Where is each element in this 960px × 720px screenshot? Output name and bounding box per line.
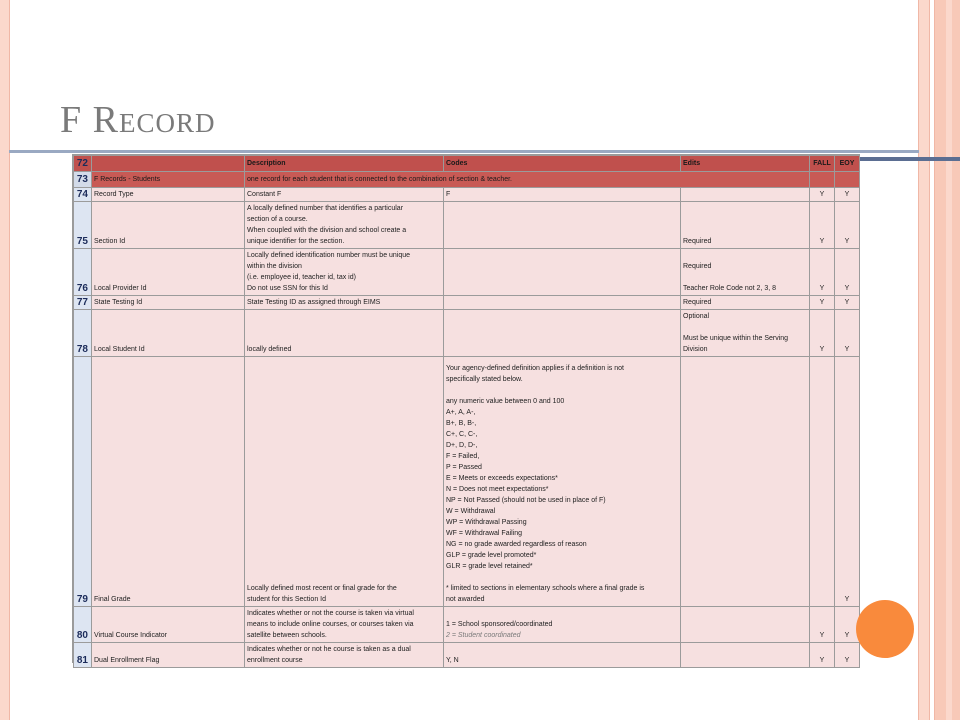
field-description: A locally defined number that identifies a particular section of a course. When coupled with the division and school create a unique identifier for the section. — [245, 202, 444, 249]
field-name: Virtual Course Indicator — [92, 607, 245, 643]
field-eoy: Y — [835, 607, 860, 643]
table-row-dual-enrollment-flag — [74, 643, 860, 668]
field-fall: Y — [810, 202, 835, 249]
field-codes — [444, 202, 681, 249]
field-codes: F — [444, 188, 681, 202]
table-row-final-grade — [74, 357, 860, 607]
table-row-local-provider-id — [74, 249, 860, 296]
field-codes — [444, 607, 681, 643]
title-underline-accent — [858, 157, 960, 161]
table-row-local-student-id — [74, 310, 860, 357]
field-fall: Y — [810, 188, 835, 202]
section-eoy — [835, 172, 860, 188]
slide-frame-left — [0, 0, 10, 720]
field-eoy: Y — [835, 357, 860, 607]
header-codes: Codes — [444, 156, 681, 172]
row-number: 72 — [74, 156, 92, 172]
decorative-circle — [856, 600, 914, 658]
table-row-virtual-course-indicator — [74, 607, 860, 643]
field-description: Indicates whether or not he course is taken as a dual enrollment course — [245, 643, 444, 668]
field-fall: Y — [810, 249, 835, 296]
code-school-sponsored: 1 = School sponsored/coordinated — [446, 621, 553, 628]
header-fall: FALL — [810, 156, 835, 172]
field-edits: Required — [681, 296, 810, 310]
slide-frame-right-inner — [918, 0, 930, 720]
field-codes: Your agency-defined definition applies if a definition is not specifically stated below. any numeric value between 0 and 100 A+, A, A-, B+, B, B-, C+, C, C-, D+, D, D-, F = Failed, P = Passed E = Meets or exceeds expectations* N = Does not meet expectations* NP = Not Passed (should not be used in place of F) W = Withdrawal WP = Withdrawal Passing WF = Withdrawal Failing NG = no grade awarded regardless of reason GLP = grade level promoted* GLR = grade level retained* * limited to sections in elementary schools where a final grade is not awarded — [444, 357, 681, 607]
row-number: 78 — [74, 310, 92, 357]
field-name: Final Grade — [92, 357, 245, 607]
field-eoy: Y — [835, 643, 860, 668]
field-name: State Testing Id — [92, 296, 245, 310]
field-edits: Optional Must be unique within the Serving Division — [681, 310, 810, 357]
slide-frame-right-stripe — [946, 0, 952, 720]
section-fall — [810, 172, 835, 188]
header-edits: Edits — [681, 156, 810, 172]
row-number: 76 — [74, 249, 92, 296]
field-edits — [681, 643, 810, 668]
spreadsheet-image — [72, 154, 860, 666]
field-codes — [444, 249, 681, 296]
field-fall: Y — [810, 310, 835, 357]
title-underline — [9, 150, 919, 153]
field-description: Locally defined identification number must be unique within the division (i.e. employee id, teacher id, tax id) Do not use SSN for this Id — [245, 249, 444, 296]
header-row — [74, 156, 860, 172]
field-name: Local Student Id — [92, 310, 245, 357]
field-eoy: Y — [835, 202, 860, 249]
field-eoy: Y — [835, 249, 860, 296]
field-description: Indicates whether or not the course is taken via virtual means to include online courses, or courses taken via satellite between schools. — [245, 607, 444, 643]
row-number: 73 — [74, 172, 92, 188]
row-number: 74 — [74, 188, 92, 202]
section-row — [74, 172, 860, 188]
row-number: 75 — [74, 202, 92, 249]
field-name: Local Provider Id — [92, 249, 245, 296]
field-description: Locally defined most recent or final grade for the student for this Section Id — [245, 357, 444, 607]
field-eoy: Y — [835, 296, 860, 310]
field-eoy: Y — [835, 188, 860, 202]
field-fall: Y — [810, 296, 835, 310]
slide-title: F Record — [60, 99, 216, 141]
field-eoy: Y — [835, 310, 860, 357]
field-edits — [681, 188, 810, 202]
field-name: Record Type — [92, 188, 245, 202]
field-fall: Y — [810, 643, 835, 668]
field-edits — [681, 357, 810, 607]
row-number: 77 — [74, 296, 92, 310]
header-field — [92, 156, 245, 172]
row-number: 81 — [74, 643, 92, 668]
field-edits: Required — [681, 202, 810, 249]
code-student-coordinated: 2 = Student coordinated — [446, 632, 521, 639]
field-codes — [444, 296, 681, 310]
table-row-section-id — [74, 202, 860, 249]
field-description: locally defined — [245, 310, 444, 357]
section-field: F Records - Students — [92, 172, 245, 188]
table-row-state-testing-id — [74, 296, 860, 310]
field-codes: Y, N — [444, 643, 681, 668]
section-description: one record for each student that is connected to the combination of section & teacher. — [245, 172, 810, 188]
row-number: 79 — [74, 357, 92, 607]
field-edits — [681, 607, 810, 643]
field-name: Section Id — [92, 202, 245, 249]
field-edits: Required Teacher Role Code not 2, 3, 8 — [681, 249, 810, 296]
row-number: 80 — [74, 607, 92, 643]
field-fall — [810, 357, 835, 607]
field-fall: Y — [810, 607, 835, 643]
header-eoy: EOY — [835, 156, 860, 172]
field-description: State Testing ID as assigned through EIMS — [245, 296, 444, 310]
field-description: Constant F — [245, 188, 444, 202]
spreadsheet-table — [73, 155, 860, 668]
field-codes — [444, 310, 681, 357]
table-row-record-type — [74, 188, 860, 202]
field-name: Dual Enrollment Flag — [92, 643, 245, 668]
header-description: Description — [245, 156, 444, 172]
